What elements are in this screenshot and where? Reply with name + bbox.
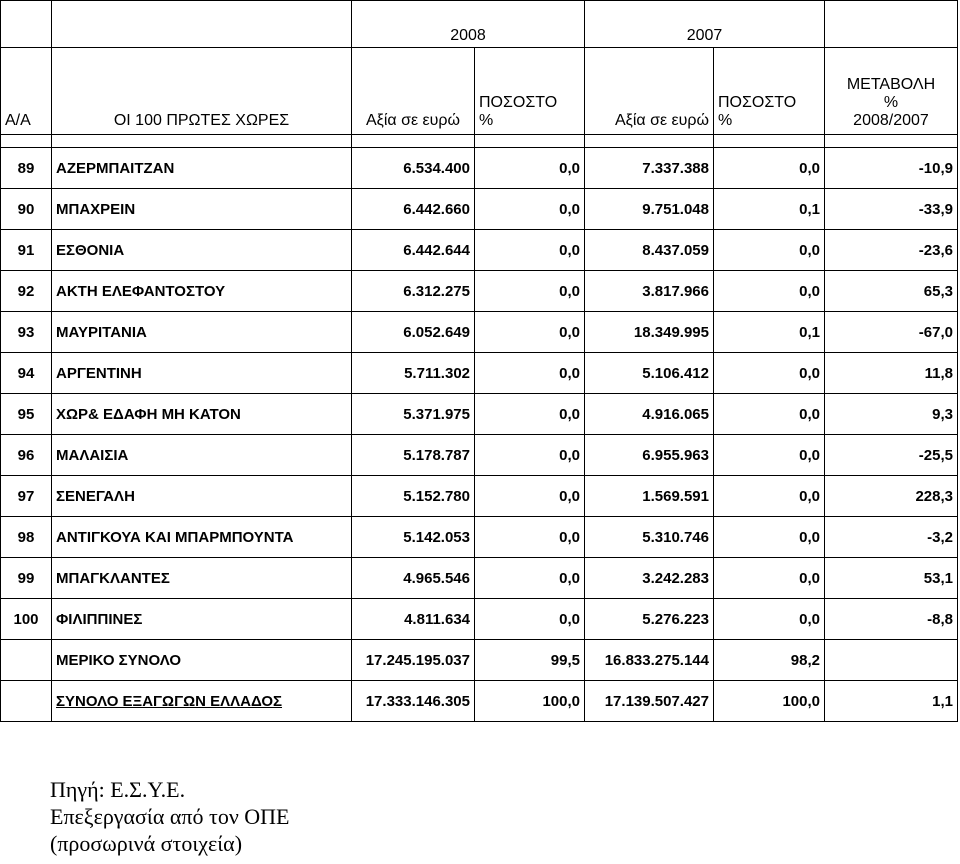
row-pct-2007: 0,0 [714, 271, 825, 312]
row-value-2007: 5.106.412 [585, 353, 714, 394]
row-aa: 97 [1, 476, 52, 517]
row-pct-2008: 0,0 [475, 394, 585, 435]
provisional-note: (προσωρινά στοιχεία) [50, 831, 243, 856]
empty-cell [52, 135, 352, 148]
row-value-2007: 7.337.388 [585, 148, 714, 189]
row-value-2007: 3.817.966 [585, 271, 714, 312]
subtotal-row-pct-2008: 99,5 [475, 640, 585, 681]
table-row [1, 435, 958, 476]
total-row-value-2007: 17.139.507.427 [585, 681, 714, 722]
row-value-2008: 5.142.053 [352, 517, 475, 558]
subtotal-row [1, 640, 958, 681]
row-country: ΕΣΘΟΝΙΑ [52, 230, 352, 271]
table-row [1, 517, 958, 558]
footer-notes [50, 776, 290, 857]
row-country: ΑΝΤΙΓΚΟΥΑ ΚΑΙ ΜΠΑΡΜΠΟΥΝΤΑ [52, 517, 352, 558]
header-change-line2: % [883, 94, 899, 111]
row-change: 53,1 [825, 558, 958, 599]
header-change-line3: 2008/2007 [853, 112, 929, 129]
year-2007: 2007 [585, 1, 825, 48]
row-pct-2007: 0,1 [714, 189, 825, 230]
row-value-2008: 5.371.975 [352, 394, 475, 435]
row-change: -3,2 [825, 517, 958, 558]
row-aa: 95 [1, 394, 52, 435]
row-change: 11,8 [825, 353, 958, 394]
year-2008: 2008 [352, 1, 585, 48]
empty-cell [585, 135, 714, 148]
header-value-2008: Αξία σε ευρώ [352, 48, 475, 135]
header-pct-2007-line2: % [718, 112, 733, 129]
subtotal-row-label: ΜΕΡΙΚΟ ΣΥΝΟΛΟ [52, 640, 352, 681]
row-change: 9,3 [825, 394, 958, 435]
row-value-2008: 4.811.634 [352, 599, 475, 640]
row-pct-2007: 0,0 [714, 353, 825, 394]
row-aa: 100 [1, 599, 52, 640]
table-row [1, 148, 958, 189]
row-country: ΑΡΓΕΝΤΙΝΗ [52, 353, 352, 394]
year-header-row [1, 1, 958, 48]
row-pct-2008: 0,0 [475, 189, 585, 230]
empty-cell [352, 135, 475, 148]
row-pct-2008: 0,0 [475, 435, 585, 476]
row-value-2008: 6.312.275 [352, 271, 475, 312]
row-aa: 99 [1, 558, 52, 599]
row-value-2007: 1.569.591 [585, 476, 714, 517]
row-change: -67,0 [825, 312, 958, 353]
table-row [1, 599, 958, 640]
row-pct-2008: 0,0 [475, 599, 585, 640]
row-pct-2008: 0,0 [475, 312, 585, 353]
row-value-2007: 3.242.283 [585, 558, 714, 599]
empty-cell [52, 1, 352, 48]
subtotal-row-value-2008: 17.245.195.037 [352, 640, 475, 681]
row-country: ΜΠΑΧΡΕΙΝ [52, 189, 352, 230]
header-pct-2008-line1: ΠΟΣΟΣΤΟ [479, 94, 558, 111]
row-pct-2007: 0,1 [714, 312, 825, 353]
empty-cell [825, 135, 958, 148]
row-pct-2008: 0,0 [475, 476, 585, 517]
spacer-row [1, 135, 958, 148]
row-aa: 98 [1, 517, 52, 558]
row-change: -10,9 [825, 148, 958, 189]
table-row [1, 476, 958, 517]
row-pct-2008: 0,0 [475, 517, 585, 558]
row-aa: 96 [1, 435, 52, 476]
row-value-2007: 18.349.995 [585, 312, 714, 353]
row-country: ΣΕΝΕΓΑΛΗ [52, 476, 352, 517]
table-row [1, 271, 958, 312]
empty-cell [475, 135, 585, 148]
empty-cell [1, 640, 52, 681]
row-country: ΧΩΡ& ΕΔΑΦΗ ΜΗ ΚΑΤΟΝ [52, 394, 352, 435]
row-pct-2007: 0,0 [714, 599, 825, 640]
table-row [1, 558, 958, 599]
row-change: 228,3 [825, 476, 958, 517]
row-aa: 89 [1, 148, 52, 189]
table-row [1, 312, 958, 353]
header-change-line1: ΜΕΤΑΒΟΛΗ [846, 76, 936, 93]
header-value-2007: Αξία σε ευρώ [585, 48, 714, 135]
header-pct-2008 [475, 48, 585, 135]
row-pct-2007: 0,0 [714, 230, 825, 271]
column-header-row [1, 48, 958, 135]
row-pct-2008: 0,0 [475, 558, 585, 599]
row-pct-2007: 0,0 [714, 476, 825, 517]
header-pct-2008-line2: % [479, 112, 494, 129]
header-change [825, 48, 958, 135]
header-pct-2007-line1: ΠΟΣΟΣΤΟ [718, 94, 797, 111]
header-country: ΟΙ 100 ΠΡΩΤΕΣ ΧΩΡΕΣ [52, 48, 352, 135]
row-pct-2007: 0,0 [714, 394, 825, 435]
processing-note: Επεξεργασία από τον ΟΠΕ [50, 804, 290, 829]
row-value-2008: 6.052.649 [352, 312, 475, 353]
row-pct-2007: 0,0 [714, 558, 825, 599]
row-pct-2007: 0,0 [714, 148, 825, 189]
row-value-2007: 4.916.065 [585, 394, 714, 435]
row-country: ΜΑΛΑΙΣΙΑ [52, 435, 352, 476]
row-pct-2008: 0,0 [475, 271, 585, 312]
row-value-2008: 5.178.787 [352, 435, 475, 476]
row-change: -8,8 [825, 599, 958, 640]
table-row [1, 353, 958, 394]
total-row [1, 681, 958, 722]
row-value-2008: 6.534.400 [352, 148, 475, 189]
empty-cell [1, 135, 52, 148]
row-value-2007: 5.276.223 [585, 599, 714, 640]
source-note: Πηγή: Ε.Σ.Υ.Ε. [50, 777, 186, 802]
row-pct-2007: 0,0 [714, 517, 825, 558]
row-change: -25,5 [825, 435, 958, 476]
table-row [1, 189, 958, 230]
row-country: ΦΙΛΙΠΠΙΝΕΣ [52, 599, 352, 640]
header-aa: Α/Α [1, 48, 52, 135]
empty-cell [714, 135, 825, 148]
table-row [1, 394, 958, 435]
row-value-2008: 6.442.660 [352, 189, 475, 230]
empty-cell [825, 1, 958, 48]
row-country: ΜΠΑΓΚΛΑΝΤΕΣ [52, 558, 352, 599]
row-change: 65,3 [825, 271, 958, 312]
row-value-2007: 8.437.059 [585, 230, 714, 271]
row-value-2008: 5.152.780 [352, 476, 475, 517]
total-row-change: 1,1 [825, 681, 958, 722]
empty-cell [1, 1, 52, 48]
total-row-pct-2007: 100,0 [714, 681, 825, 722]
row-country: ΜΑΥΡΙΤΑΝΙΑ [52, 312, 352, 353]
row-pct-2007: 0,0 [714, 435, 825, 476]
total-row-pct-2008: 100,0 [475, 681, 585, 722]
empty-cell [1, 681, 52, 722]
subtotal-row-pct-2007: 98,2 [714, 640, 825, 681]
row-aa: 93 [1, 312, 52, 353]
total-row-label: ΣΥΝΟΛΟ ΕΞΑΓΩΓΩΝ ΕΛΛΑΔΟΣ [52, 681, 352, 722]
row-value-2007: 9.751.048 [585, 189, 714, 230]
row-aa: 94 [1, 353, 52, 394]
row-pct-2008: 0,0 [475, 148, 585, 189]
row-value-2008: 4.965.546 [352, 558, 475, 599]
row-value-2007: 5.310.746 [585, 517, 714, 558]
row-country: ΑΖΕΡΜΠΑΙΤΖΑΝ [52, 148, 352, 189]
header-pct-2007 [714, 48, 825, 135]
subtotal-row-change [825, 640, 958, 681]
row-value-2008: 6.442.644 [352, 230, 475, 271]
row-change: -33,9 [825, 189, 958, 230]
row-value-2007: 6.955.963 [585, 435, 714, 476]
row-value-2008: 5.711.302 [352, 353, 475, 394]
row-aa: 90 [1, 189, 52, 230]
row-country: ΑΚΤΗ ΕΛΕΦΑΝΤΟΣΤΟΥ [52, 271, 352, 312]
total-row-value-2008: 17.333.146.305 [352, 681, 475, 722]
row-aa: 92 [1, 271, 52, 312]
subtotal-row-value-2007: 16.833.275.144 [585, 640, 714, 681]
row-pct-2008: 0,0 [475, 353, 585, 394]
row-change: -23,6 [825, 230, 958, 271]
row-pct-2008: 0,0 [475, 230, 585, 271]
row-aa: 91 [1, 230, 52, 271]
table-row [1, 230, 958, 271]
